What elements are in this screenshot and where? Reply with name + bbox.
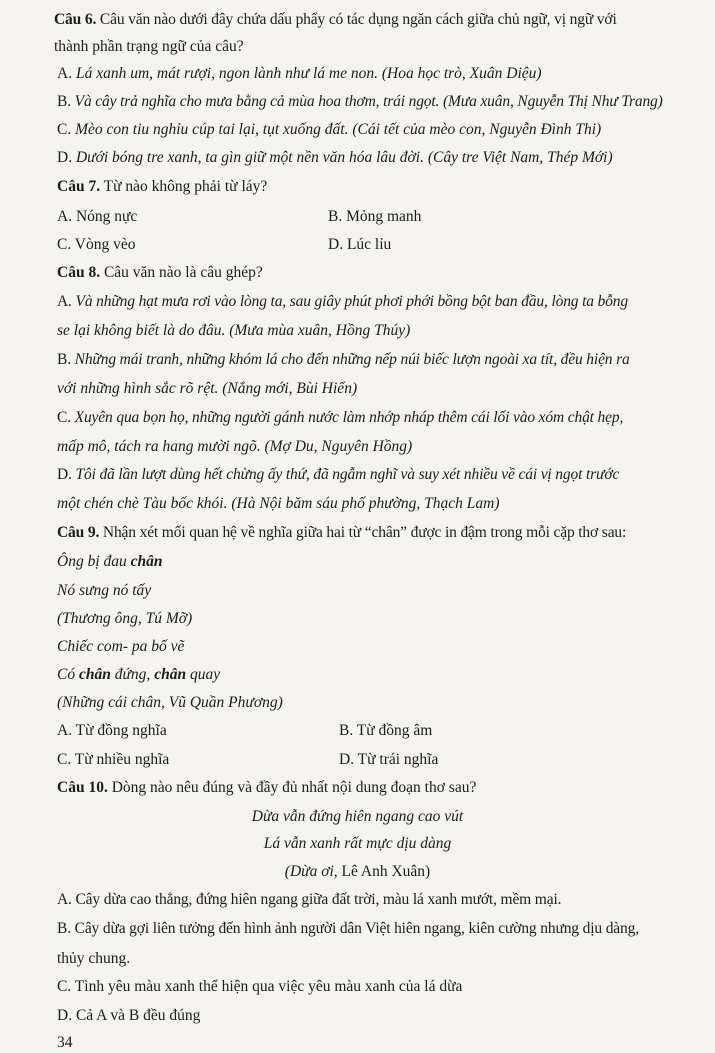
q10-poem-line-1: Dừa vẫn đứng hiên ngang cao vút xyxy=(251,808,464,825)
q6-option-c xyxy=(57,120,601,140)
q8-option-b-text-2: với những hình sắc rõ rệt. xyxy=(57,380,219,397)
q6-option-a-key: A. xyxy=(57,65,76,82)
q8-option-b-text-1: Những mái tranh, những khóm lá cho đến những nếp núi biếc lượn ngoài xa tít, đều hiện ra xyxy=(74,351,630,368)
q9-poem-1-line-1 xyxy=(57,552,163,572)
q9-poem-2-line-2 xyxy=(57,665,220,685)
q8-option-d-line-2 xyxy=(57,494,500,514)
q7-option-b: B. Mỏng manh xyxy=(328,208,422,225)
q8-option-d-line-1 xyxy=(57,465,619,485)
q6-stem-1: Câu văn nào dưới đây chứa dấu phẩy có tác dụng ngăn cách giữa chủ ngữ, vị ngữ với xyxy=(96,11,617,28)
q8-stem: Câu văn nào là câu ghép? xyxy=(100,264,263,281)
q8-option-c-text-2: mấp mô, tách ra hang mười ngõ. xyxy=(57,438,261,455)
q7-stem: Từ nào không phải từ láy? xyxy=(100,178,268,195)
q9-poem-1-bold-word: chân xyxy=(130,553,163,570)
q8-option-d-source: (Hà Nội băm sáu phố phường, Thạch Lam) xyxy=(227,495,500,512)
q9-poem-2-bold-word-2: chân xyxy=(154,666,187,683)
q6-option-b-text: Và cây trả nghĩa cho mưa bằng cả mùa hoa thơm, trái ngọt. xyxy=(74,93,440,110)
q7-stem-line xyxy=(57,177,267,197)
q9-option-a: A. Từ đồng nghĩa xyxy=(57,722,167,739)
q9-label: Câu 9. xyxy=(57,524,100,541)
q9-poem-2-line-2-post: quay xyxy=(186,666,221,683)
q7-option-c: C. Vòng vèo xyxy=(57,236,136,253)
q10-poem-line-2: Lá vẫn xanh rất mực dịu dàng xyxy=(263,835,452,852)
page-number: 34 xyxy=(57,1034,73,1051)
q8-option-c-line-1 xyxy=(57,408,623,428)
q7-option-a: A. Nóng nực xyxy=(57,208,138,225)
q8-option-a-key: A. xyxy=(57,293,76,310)
q8-option-c-line-2 xyxy=(57,437,412,457)
q10-label: Câu 10. xyxy=(57,779,108,796)
q9-poem-1-line-1-text: Ông bị đau xyxy=(57,553,131,570)
q10-option-a: A. Cây dừa cao thẳng, đứng hiên ngang giữa đất trời, màu lá xanh mướt, mềm mại. xyxy=(57,891,562,908)
q8-option-b-source: (Nắng mới, Bùi Hiển) xyxy=(218,380,358,397)
q6-option-a-source: (Hoa học trò, Xuân Diệu) xyxy=(377,65,542,82)
q8-option-d-text-2: một chén chè Tàu bốc khói. xyxy=(57,495,228,512)
q10-stem: Dòng nào nêu đúng và đầy đủ nhất nội dung đoạn thơ sau? xyxy=(107,779,477,796)
q9-poem-2-line-2-mid: đứng, xyxy=(110,666,155,683)
q8-option-b-line-2 xyxy=(57,379,357,399)
q6-option-d-key: D. xyxy=(57,149,76,166)
q8-option-a-line-1 xyxy=(57,292,628,312)
q8-option-b-line-1 xyxy=(57,350,630,370)
q10-option-d: D. Cả A và B đều đúng xyxy=(57,1007,201,1024)
q6-stem-line-2: thành phần trạng ngữ của câu? xyxy=(54,38,244,55)
q6-option-a xyxy=(57,64,542,84)
q10-stem-line xyxy=(57,778,476,798)
q8-option-b-key: B. xyxy=(57,351,75,368)
q9-poem-2-bold-word-1: chân xyxy=(78,666,111,683)
q10-option-b-line-2: thủy chung. xyxy=(57,950,131,967)
q6-option-b-key: B. xyxy=(57,93,75,110)
q6-option-d-text: Dưới bóng tre xanh, ta gìn giữ một nền văn hóa lâu đời. xyxy=(75,149,424,166)
q8-option-c-source: (Mợ Du, Nguyên Hồng) xyxy=(260,438,413,455)
q10-option-b-line-1: B. Cây dừa gợi liên tưởng đến hình ảnh người dân Việt hiên ngang, kiên cường nhưng dịu dàng, xyxy=(57,920,639,937)
q9-poem-2-source: (Những cái chân, Vũ Quần Phương) xyxy=(57,694,283,711)
q6-stem-line-1 xyxy=(54,10,617,30)
q6-option-a-text: Lá xanh um, mát rượi, ngon lành như lá me non. xyxy=(75,65,378,82)
q6-option-c-text: Mèo con tiu nghỉu cúp tai lại, tụt xuống đất. xyxy=(75,121,349,138)
q8-option-a-line-2 xyxy=(57,321,410,341)
q8-option-a-text-2: se lại không biết là do đâu. xyxy=(57,322,226,339)
q6-option-c-source: (Cái tết của mèo con, Nguyễn Đình Thi) xyxy=(348,121,602,138)
q9-poem-1-line-2: Nó sưng nó tấy xyxy=(57,582,152,599)
q7-label: Câu 7. xyxy=(57,178,101,195)
q8-option-a-source: (Mưa mùa xuân, Hồng Thúy) xyxy=(225,322,411,339)
q8-option-c-key: C. xyxy=(57,409,75,426)
q9-stem-line xyxy=(57,523,626,543)
q10-poem-source-title: (Dừa ơi, xyxy=(284,863,338,880)
q9-poem-2-line-1: Chiếc com- pa bố vẽ xyxy=(57,638,185,655)
q6-option-b xyxy=(57,92,663,112)
q8-stem-line xyxy=(57,263,263,283)
q9-stem: Nhận xét mối quan hệ về nghĩa giữa hai từ “chân” được in đậm trong mỗi cặp thơ sau: xyxy=(99,524,627,541)
q10-poem-source-author: Lê Anh Xuân) xyxy=(337,863,431,880)
q6-option-d xyxy=(57,148,613,168)
q9-poem-2-line-2-pre: Có xyxy=(57,666,79,683)
q8-option-a-text-1: Và những hạt mưa rơi vào lòng ta, sau giây phút phơi phới bồng bột ban đầu, lòng ta bỗng xyxy=(75,293,629,310)
q10-poem-source xyxy=(0,862,715,882)
q10-option-c: C. Tình yêu màu xanh thể hiện qua việc yêu màu xanh của lá dừa xyxy=(57,978,463,995)
q9-option-c: C. Từ nhiều nghĩa xyxy=(57,751,170,768)
q8-option-c-text-1: Xuyên qua bọn họ, những người gánh nước làm nhớp nháp thêm cái lối vào xóm chật hẹp, xyxy=(74,409,624,426)
q8-option-d-key: D. xyxy=(57,466,76,483)
q9-option-d: D. Từ trái nghĩa xyxy=(339,751,439,768)
q7-option-d: D. Lúc lỉu xyxy=(328,236,392,253)
q6-option-c-key: C. xyxy=(57,121,76,138)
q9-poem-1-source: (Thương ông, Tú Mỡ) xyxy=(57,610,193,627)
q6-option-d-source: (Cây tre Việt Nam, Thép Mới) xyxy=(423,149,613,166)
q6-label: Câu 6. xyxy=(54,11,97,28)
q6-option-b-source: (Mưa xuân, Nguyễn Thị Như Trang) xyxy=(439,93,663,110)
q8-label: Câu 8. xyxy=(57,264,101,281)
q9-option-b: B. Từ đồng âm xyxy=(339,722,433,739)
q8-option-d-text-1: Tôi đã lần lượt dùng hết chừng ấy thứ, đã ngẫm nghĩ và suy xét nhiều về cái vị ngọt trước xyxy=(75,466,620,483)
